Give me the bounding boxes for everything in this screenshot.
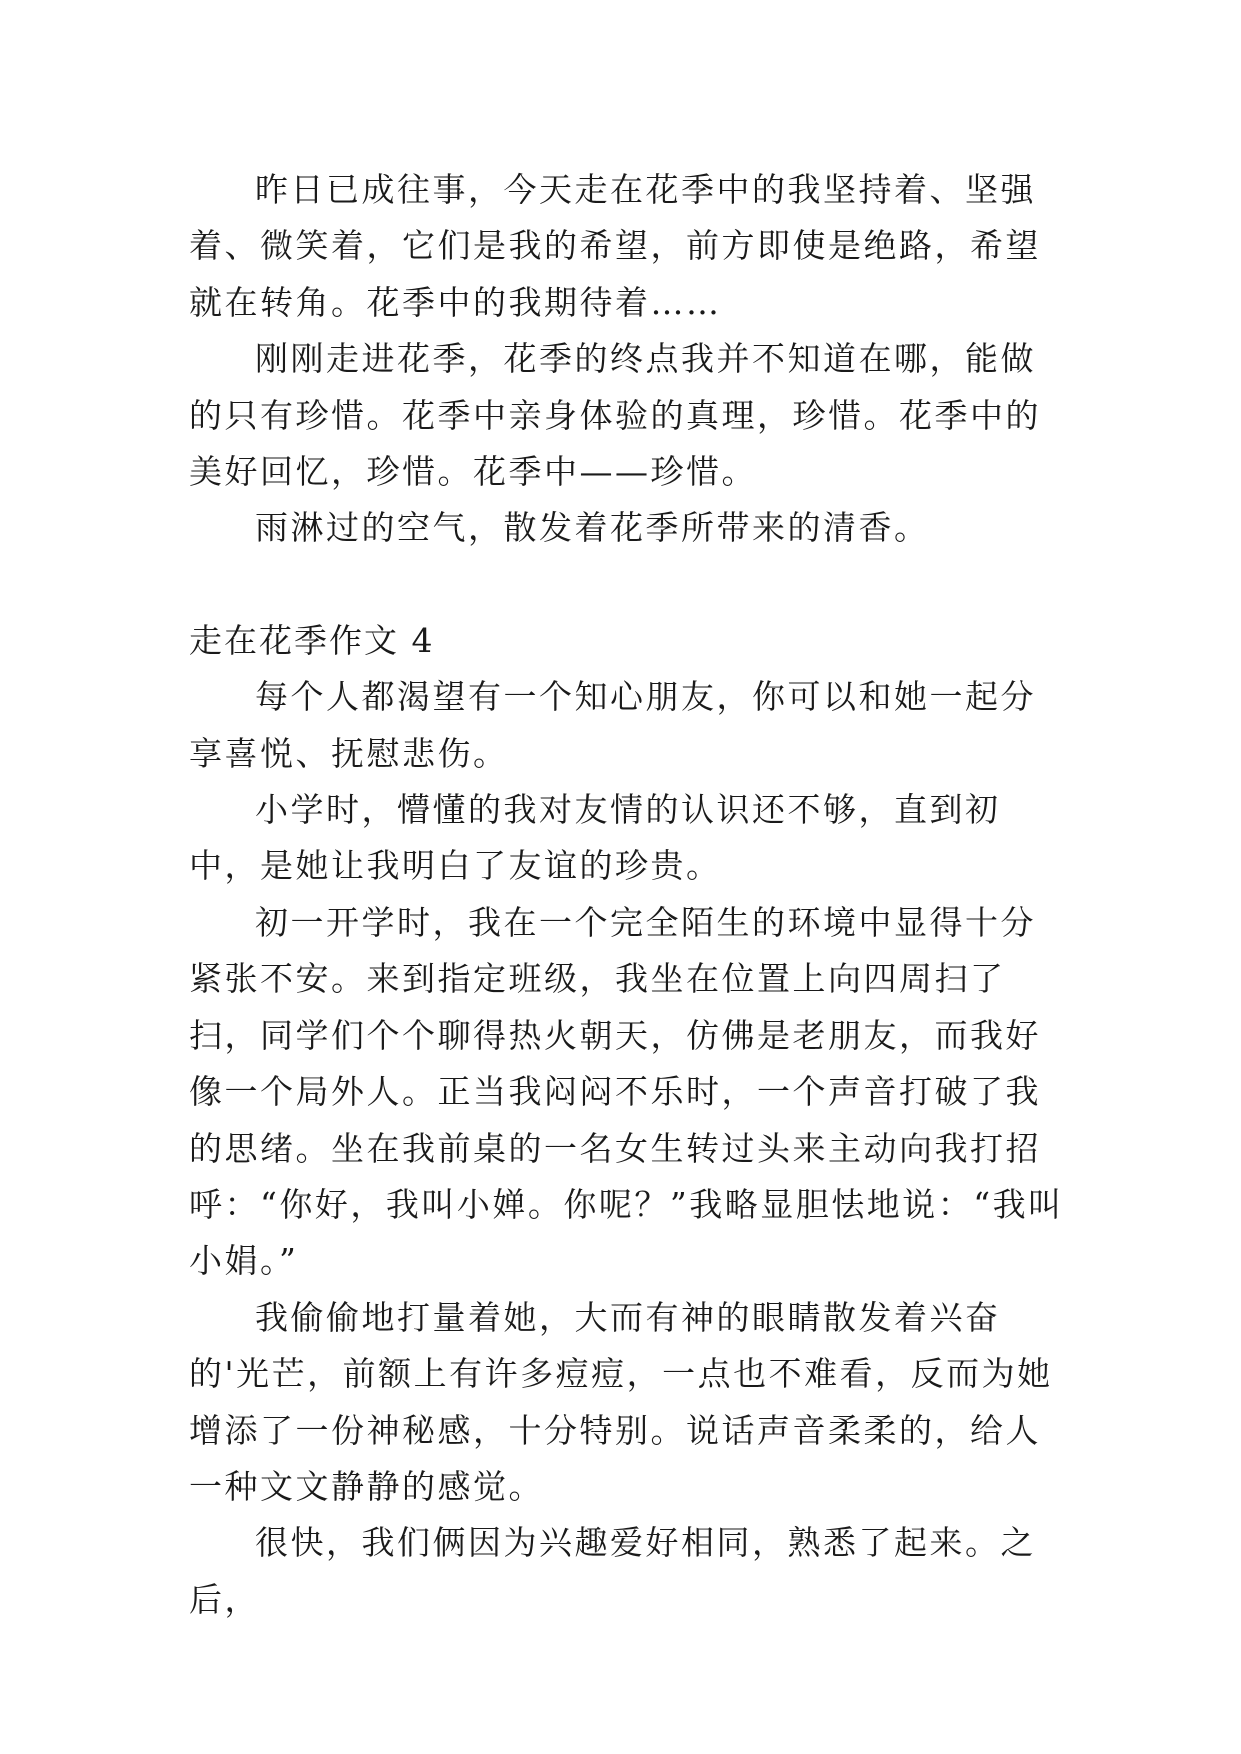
paragraph: 我偷偷地打量着她，大而有神的眼睛散发着兴奋的'光芒，前额上有许多痘痘，一点也不难看，反而为她增添了一份神秘感，十分特别。说话声音柔柔的，给人一种文文静静的感觉。 xyxy=(189,1297,1053,1506)
paragraph: 很快，我们俩因为兴趣爱好相同，熟悉了起来。之后， xyxy=(189,1523,1036,1619)
document-body xyxy=(189,162,1069,1628)
paragraph: 昨日已成往事，今天走在花季中的我坚持着、坚强着、微笑着，它们是我的希望，前方即使是绝路，希望就在转角。花季中的我期待着…… xyxy=(189,170,1041,322)
paragraph: 小学时，懵懂的我对友情的认识还不够，直到初中，是她让我明白了友谊的珍贵。 xyxy=(189,790,1001,886)
section-heading: 走在花季作文 4 xyxy=(189,620,435,660)
paragraph: 雨淋过的空气，散发着花季所带来的清香。 xyxy=(255,508,930,548)
paragraph: 每个人都渴望有一个知心朋友，你可以和她一起分享喜悦、抚慰悲伤。 xyxy=(189,677,1036,773)
paragraph: 刚刚走进花季，花季的终点我并不知道在哪，能做的只有珍惜。花季中亲身体验的真理，珍惜。花季中的美好回忆，珍惜。花季中——珍惜。 xyxy=(189,339,1041,492)
paragraph: 初一开学时，我在一个完全陌生的环境中显得十分紧张不安。来到指定班级，我坐在位置上向四周扫了扫，同学们个个聊得热火朝天，仿佛是老朋友，而我好像一个局外人。正当我闷闷不乐时，一个声音打破了我的思绪。坐在我前桌的一名女生转过头来主动向我打招呼：“你好，我叫小婵。你呢？”我略显胆怯地说：“我叫小娟。” xyxy=(189,902,1064,1281)
